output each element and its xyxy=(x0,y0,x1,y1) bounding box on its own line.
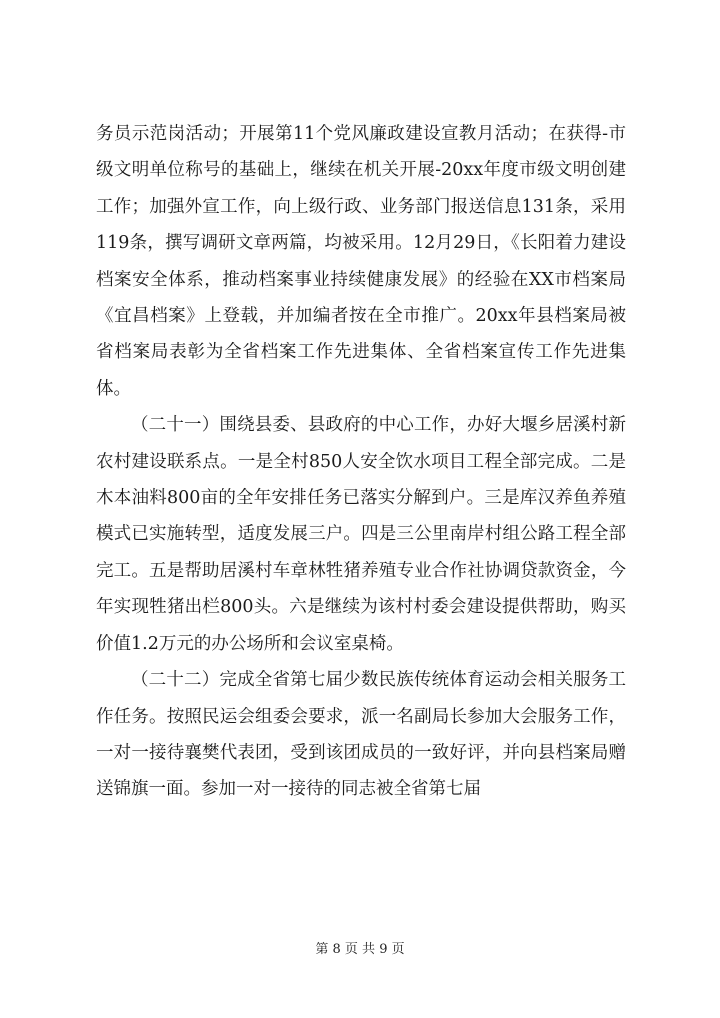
paragraph-2: （二十一）围绕县委、县政府的中心工作，办好大堰乡居溪村新农村建设联系点。一是全村850人安全饮水项目工程全部完成。二是木本油料800亩的全年安排任务已落实分解到户。三是库汉养鱼养殖模式已实施转型，适度发展三户。四是三公里南岸村组公路工程全部完工。五是帮助居溪村车章林牲猪养殖专业合作社协调贷款资金，今年实现牲猪出栏800头。六是继续为该村村委会建设提供帮助，购买价值1.2万元的办公场所和会议室桌椅。 xyxy=(96,415,626,654)
paragraph-1: 务员示范岗活动；开展第11个党风廉政建设宣教月活动；在获得-市级文明单位称号的基础上，继续在机关开展-20xx年度市级文明创建工作；加强外宣工作，向上级行政、业务部门报送信息131条，采用119条，撰写调研文章两篇，均被采用。12月29日，《长阳着力建设档案安全体系，推动档案事业持续健康发展》的经验在XX市档案局《宜昌档案》上登载，并加编者按在全市推广。20xx年县档案局被省档案局表彰为全省档案工作先进集体、全省档案宣传工作先进集体。 xyxy=(96,124,626,399)
document-body xyxy=(96,116,626,808)
page-footer: 第 8 页 共 9 页 xyxy=(315,942,405,957)
paragraph-3: （二十二）完成全省第七届少数民族传统体育运动会相关服务工作任务。按照民运会组委会要求，派一名副局长参加大会服务工作，一对一接待襄樊代表团，受到该团成员的一致好评，并向县档案局赠送锦旗一面。参加一对一接待的同志被全省第七届 xyxy=(96,670,626,800)
